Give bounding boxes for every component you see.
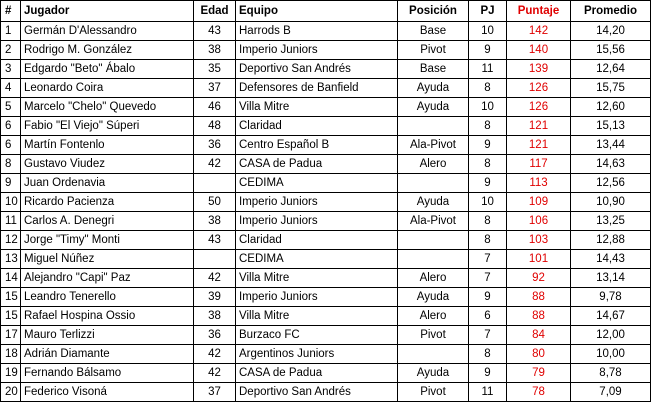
cell-games: 8 xyxy=(469,231,507,250)
cell-rank: 10 xyxy=(1,193,21,212)
cell-rank: 5 xyxy=(1,98,21,117)
cell-team: Imperio Juniors xyxy=(236,193,398,212)
cell-points: 88 xyxy=(507,307,571,326)
table-row xyxy=(1,174,651,193)
cell-rank: 12 xyxy=(1,231,21,250)
cell-age: 42 xyxy=(194,364,236,383)
cell-games: 7 xyxy=(469,250,507,269)
cell-rank: 4 xyxy=(1,79,21,98)
table-row xyxy=(1,79,651,98)
cell-position: Alero xyxy=(398,155,469,174)
cell-points: 121 xyxy=(507,117,571,136)
cell-player: Leonardo Coira xyxy=(21,79,194,98)
cell-age: 37 xyxy=(194,383,236,402)
cell-average: 15,75 xyxy=(571,79,651,98)
cell-games: 8 xyxy=(469,155,507,174)
cell-games: 9 xyxy=(469,288,507,307)
cell-points: 140 xyxy=(507,41,571,60)
cell-average: 8,78 xyxy=(571,364,651,383)
cell-team: Burzaco FC xyxy=(236,326,398,345)
cell-player: Jorge "Timy" Monti xyxy=(21,231,194,250)
cell-position: Base xyxy=(398,60,469,79)
cell-position: Pivot xyxy=(398,41,469,60)
cell-points: 126 xyxy=(507,79,571,98)
cell-age xyxy=(194,174,236,193)
cell-games: 10 xyxy=(469,193,507,212)
cell-age: 36 xyxy=(194,326,236,345)
table-row xyxy=(1,250,651,269)
cell-games: 9 xyxy=(469,174,507,193)
cell-points: 139 xyxy=(507,60,571,79)
cell-age: 35 xyxy=(194,60,236,79)
cell-rank: 18 xyxy=(1,345,21,364)
cell-team: Argentinos Juniors xyxy=(236,345,398,364)
cell-games: 10 xyxy=(469,98,507,117)
cell-games: 10 xyxy=(469,22,507,41)
table-row xyxy=(1,231,651,250)
cell-age: 38 xyxy=(194,307,236,326)
cell-player: Germán D'Alessandro xyxy=(21,22,194,41)
cell-team: Deportivo San Andrés xyxy=(236,383,398,402)
cell-team: Imperio Juniors xyxy=(236,41,398,60)
cell-points: 142 xyxy=(507,22,571,41)
cell-age xyxy=(194,250,236,269)
cell-player: Miguel Núñez xyxy=(21,250,194,269)
cell-average: 12,56 xyxy=(571,174,651,193)
cell-position xyxy=(398,250,469,269)
table-row xyxy=(1,383,651,402)
cell-player: Leandro Tenerello xyxy=(21,288,194,307)
cell-player: Adrián Diamante xyxy=(21,345,194,364)
cell-age: 38 xyxy=(194,212,236,231)
cell-player: Gustavo Viudez xyxy=(21,155,194,174)
cell-age: 38 xyxy=(194,41,236,60)
table-row xyxy=(1,117,651,136)
table-row xyxy=(1,193,651,212)
table-row xyxy=(1,269,651,288)
cell-games: 6 xyxy=(469,307,507,326)
cell-team: Imperio Juniors xyxy=(236,212,398,231)
cell-team: Deportivo San Andrés xyxy=(236,60,398,79)
cell-points: 84 xyxy=(507,326,571,345)
cell-rank: 19 xyxy=(1,364,21,383)
cell-team: Claridad xyxy=(236,231,398,250)
table-row xyxy=(1,136,651,155)
cell-average: 15,13 xyxy=(571,117,651,136)
cell-position: Ala-Pivot xyxy=(398,136,469,155)
header-position: Posición xyxy=(398,1,469,22)
cell-average: 13,25 xyxy=(571,212,651,231)
cell-average: 14,67 xyxy=(571,307,651,326)
cell-position xyxy=(398,231,469,250)
cell-player: Ricardo Pacienza xyxy=(21,193,194,212)
cell-points: 106 xyxy=(507,212,571,231)
cell-position: Ayuda xyxy=(398,364,469,383)
cell-player: Edgardo "Beto" Ábalo xyxy=(21,60,194,79)
cell-team: Villa Mitre xyxy=(236,307,398,326)
cell-games: 8 xyxy=(469,212,507,231)
cell-team: Harrods B xyxy=(236,22,398,41)
table-row xyxy=(1,41,651,60)
cell-games: 7 xyxy=(469,326,507,345)
table-row xyxy=(1,212,651,231)
cell-average: 10,90 xyxy=(571,193,651,212)
cell-position: Ayuda xyxy=(398,98,469,117)
table-row xyxy=(1,155,651,174)
cell-player: Rafael Hospina Ossio xyxy=(21,307,194,326)
cell-rank: 3 xyxy=(1,60,21,79)
cell-player: Juan Ordenavia xyxy=(21,174,194,193)
cell-average: 12,00 xyxy=(571,326,651,345)
cell-team: CASA de Padua xyxy=(236,364,398,383)
header-team: Equipo xyxy=(236,1,398,22)
cell-games: 11 xyxy=(469,60,507,79)
cell-player: Fernando Bálsamo xyxy=(21,364,194,383)
cell-age: 42 xyxy=(194,269,236,288)
cell-player: Mauro Terlizzi xyxy=(21,326,194,345)
cell-team: Centro Español B xyxy=(236,136,398,155)
cell-rank: 15 xyxy=(1,288,21,307)
cell-rank: 1 xyxy=(1,22,21,41)
cell-rank: 8 xyxy=(1,155,21,174)
cell-age: 42 xyxy=(194,345,236,364)
cell-average: 14,63 xyxy=(571,155,651,174)
cell-position xyxy=(398,174,469,193)
cell-games: 9 xyxy=(469,364,507,383)
cell-rank: 2 xyxy=(1,41,21,60)
table-row xyxy=(1,307,651,326)
cell-games: 11 xyxy=(469,383,507,402)
cell-age: 43 xyxy=(194,22,236,41)
cell-position: Alero xyxy=(398,307,469,326)
cell-position: Alero xyxy=(398,269,469,288)
cell-player: Alejandro "Capi" Paz xyxy=(21,269,194,288)
cell-points: 117 xyxy=(507,155,571,174)
cell-average: 12,64 xyxy=(571,60,651,79)
table-row xyxy=(1,98,651,117)
cell-points: 80 xyxy=(507,345,571,364)
cell-average: 15,56 xyxy=(571,41,651,60)
header-row xyxy=(1,1,651,22)
cell-team: CEDIMA xyxy=(236,174,398,193)
cell-team: Villa Mitre xyxy=(236,269,398,288)
cell-games: 8 xyxy=(469,79,507,98)
cell-age: 42 xyxy=(194,155,236,174)
table-row xyxy=(1,288,651,307)
cell-team: Defensores de Banfield xyxy=(236,79,398,98)
cell-games: 8 xyxy=(469,117,507,136)
cell-average: 13,14 xyxy=(571,269,651,288)
cell-age: 50 xyxy=(194,193,236,212)
cell-rank: 6 xyxy=(1,136,21,155)
cell-points: 121 xyxy=(507,136,571,155)
cell-rank: 15 xyxy=(1,307,21,326)
cell-player: Rodrigo M. González xyxy=(21,41,194,60)
cell-position: Ayuda xyxy=(398,288,469,307)
cell-team: Imperio Juniors xyxy=(236,288,398,307)
header-player: Jugador xyxy=(21,1,194,22)
cell-rank: 9 xyxy=(1,174,21,193)
cell-age: 39 xyxy=(194,288,236,307)
cell-average: 14,20 xyxy=(571,22,651,41)
cell-position: Ala-Pivot xyxy=(398,212,469,231)
cell-player: Fabio "El Viejo" Súperi xyxy=(21,117,194,136)
header-average: Promedio xyxy=(571,1,651,22)
cell-games: 9 xyxy=(469,136,507,155)
cell-player: Federico Visoná xyxy=(21,383,194,402)
cell-points: 126 xyxy=(507,98,571,117)
table-body xyxy=(1,22,651,402)
header-points: Puntaje xyxy=(507,1,571,22)
cell-average: 12,88 xyxy=(571,231,651,250)
header-age: Edad xyxy=(194,1,236,22)
table-row xyxy=(1,60,651,79)
cell-average: 12,60 xyxy=(571,98,651,117)
cell-rank: 20 xyxy=(1,383,21,402)
cell-average: 10,00 xyxy=(571,345,651,364)
cell-position xyxy=(398,117,469,136)
cell-position: Ayuda xyxy=(398,193,469,212)
cell-team: CEDIMA xyxy=(236,250,398,269)
cell-points: 113 xyxy=(507,174,571,193)
cell-points: 78 xyxy=(507,383,571,402)
cell-rank: 6 xyxy=(1,117,21,136)
cell-points: 109 xyxy=(507,193,571,212)
cell-age: 36 xyxy=(194,136,236,155)
table-row xyxy=(1,22,651,41)
cell-team: Villa Mitre xyxy=(236,98,398,117)
cell-points: 101 xyxy=(507,250,571,269)
cell-rank: 14 xyxy=(1,269,21,288)
table-row xyxy=(1,326,651,345)
cell-player: Marcelo "Chelo" Quevedo xyxy=(21,98,194,117)
cell-average: 13,44 xyxy=(571,136,651,155)
header-rank: # xyxy=(1,1,21,22)
cell-average: 7,09 xyxy=(571,383,651,402)
cell-team: CASA de Padua xyxy=(236,155,398,174)
cell-age: 48 xyxy=(194,117,236,136)
cell-points: 92 xyxy=(507,269,571,288)
cell-age: 46 xyxy=(194,98,236,117)
cell-age: 37 xyxy=(194,79,236,98)
cell-position: Base xyxy=(398,22,469,41)
cell-position: Ayuda xyxy=(398,79,469,98)
cell-position xyxy=(398,345,469,364)
cell-age: 43 xyxy=(194,231,236,250)
cell-average: 9,78 xyxy=(571,288,651,307)
cell-player: Carlos A. Denegri xyxy=(21,212,194,231)
cell-points: 79 xyxy=(507,364,571,383)
cell-rank: 17 xyxy=(1,326,21,345)
table-row xyxy=(1,345,651,364)
cell-position: Pivot xyxy=(398,326,469,345)
cell-rank: 11 xyxy=(1,212,21,231)
header-games: PJ xyxy=(469,1,507,22)
cell-position: Pivot xyxy=(398,383,469,402)
cell-player: Martín Fontenlo xyxy=(21,136,194,155)
cell-team: Claridad xyxy=(236,117,398,136)
cell-games: 8 xyxy=(469,345,507,364)
cell-games: 9 xyxy=(469,41,507,60)
cell-games: 7 xyxy=(469,269,507,288)
cell-points: 88 xyxy=(507,288,571,307)
cell-points: 103 xyxy=(507,231,571,250)
cell-rank: 13 xyxy=(1,250,21,269)
table-row xyxy=(1,364,651,383)
cell-average: 14,43 xyxy=(571,250,651,269)
